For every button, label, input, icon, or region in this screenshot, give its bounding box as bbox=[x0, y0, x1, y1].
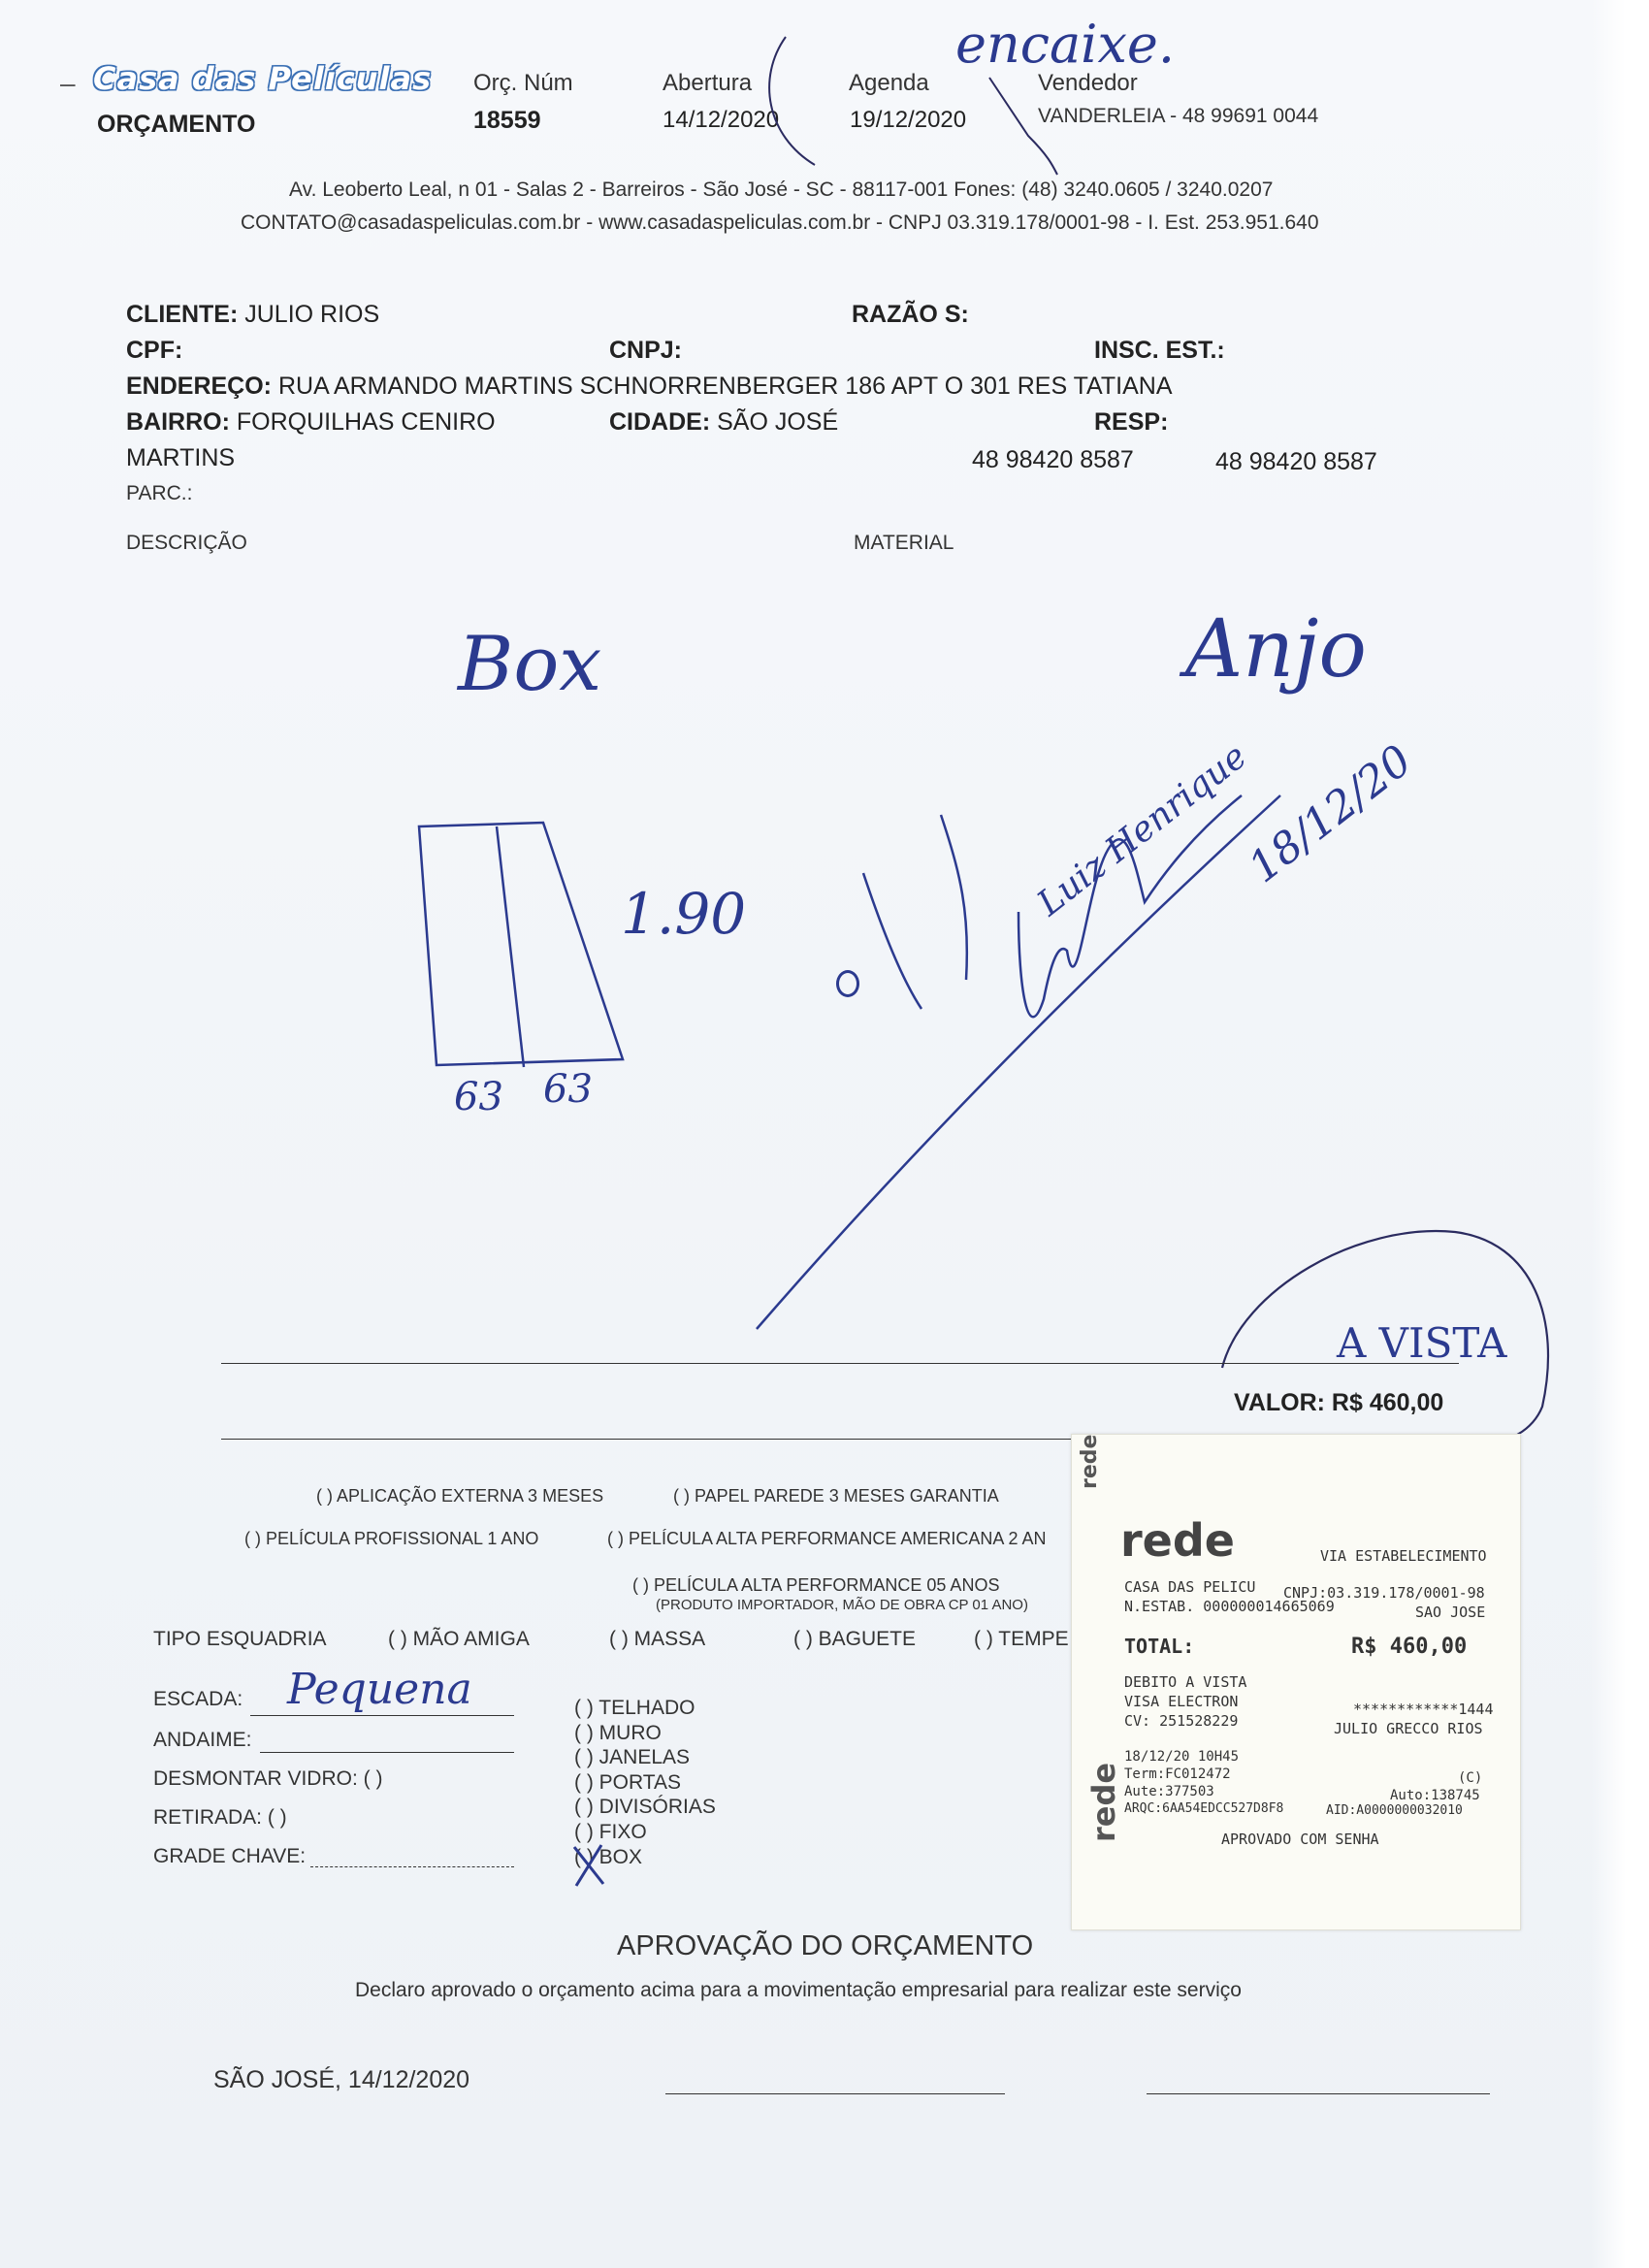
check-telhado[interactable]: ( ) TELHADO bbox=[574, 1697, 695, 1719]
approval-title: APROVAÇÃO DO ORÇAMENTO bbox=[617, 1930, 1034, 1961]
retirada[interactable]: RETIRADA: ( ) bbox=[153, 1806, 287, 1829]
check-portas[interactable]: ( ) PORTAS bbox=[574, 1770, 682, 1794]
handwritten-date: 18/12/20 bbox=[1240, 735, 1422, 893]
orc-num-label: Orç. Núm bbox=[473, 70, 573, 96]
card-receipt bbox=[1071, 1434, 1521, 1930]
material-header: MATERIAL bbox=[854, 532, 954, 554]
company-logo: Casa das Películas bbox=[93, 60, 433, 97]
signature-line-2[interactable] bbox=[1147, 2093, 1490, 2094]
endereco-value: RUA ARMANDO MARTINS SCHNORRENBERGER 186 APT O 301 RES TATIANA bbox=[277, 373, 1173, 400]
option-mao-amiga[interactable]: ( ) MÃO AMIGA bbox=[388, 1628, 530, 1650]
valor-line-top bbox=[221, 1363, 1459, 1364]
receipt-card-num: ************1444 bbox=[1353, 1701, 1494, 1718]
check-fixo[interactable]: ( ) FIXO bbox=[574, 1820, 647, 1843]
handwritten-signature: Luiz Henrique bbox=[1030, 736, 1255, 924]
receipt-total-value: R$ 460,00 bbox=[1351, 1635, 1468, 1659]
agenda-value: 19/12/2020 bbox=[850, 107, 967, 133]
receipt-c-flag: (C) bbox=[1458, 1770, 1483, 1786]
approval-place-date: SÃO JOSÉ, 14/12/2020 bbox=[213, 2066, 470, 2093]
handwritten-width-left: 63 bbox=[454, 1075, 503, 1119]
escada-handwritten: Pequena bbox=[287, 1665, 472, 1714]
endereco-row: ENDEREÇO: RUA ARMANDO MARTINS SCHNORRENBERGER 186 APT O 301 RES TATIANA bbox=[126, 373, 1173, 400]
phone-1: 48 98420 8587 bbox=[972, 446, 1134, 473]
option-alta-05-note: (PRODUTO IMPORTADOR, MÃO DE OBRA CP 01 ANO) bbox=[656, 1597, 1028, 1613]
handwritten-a-vista: A VISTA bbox=[1337, 1319, 1507, 1367]
receipt-side-brand: rede bbox=[1078, 1434, 1102, 1489]
receipt-side-brand-2: rede bbox=[1085, 1762, 1122, 1842]
phone-2: 48 98420 8587 bbox=[1215, 448, 1377, 475]
check-janelas[interactable]: ( ) JANELAS bbox=[574, 1746, 691, 1769]
option-baguete[interactable]: ( ) BAGUETE bbox=[793, 1628, 917, 1650]
andaime-label: ANDAIME: bbox=[153, 1729, 252, 1751]
receipt-arqc: ARQC:6AA54EDCC527D8F8 bbox=[1124, 1801, 1284, 1816]
escada-label: ESCADA: bbox=[153, 1688, 243, 1710]
address-line-1: Av. Leoberto Leal, n 01 - Salas 2 - Barreiros - São José - SC - 88117-001 Fones: (48) 3240.0605 / 3240.0207 bbox=[289, 178, 1274, 201]
receipt-holder: JULIO GRECCO RIOS bbox=[1334, 1720, 1483, 1737]
logo-dash: – bbox=[60, 68, 76, 98]
handwritten-anjo: Anjo bbox=[1185, 603, 1367, 696]
bairro-row: BAIRRO: FORQUILHAS CENIRO bbox=[126, 408, 496, 436]
receipt-auto: Auto:138745 bbox=[1390, 1788, 1480, 1803]
razao-label: RAZÃO S: bbox=[852, 301, 969, 328]
handwritten-encaixe: encaixe. bbox=[955, 14, 1176, 75]
receipt-aid: AID:A0000000032010 bbox=[1326, 1803, 1463, 1818]
cidade-value: SÃO JOSÉ bbox=[717, 408, 839, 436]
receipt-cv: CV: 251528229 bbox=[1124, 1712, 1239, 1730]
receipt-merchant: CASA DAS PELICU bbox=[1124, 1578, 1256, 1596]
receipt-term: Term:FC012472 bbox=[1124, 1766, 1231, 1782]
approval-text: Declaro aprovado o orçamento acima para a movimentação empresarial para realizar este serviço bbox=[355, 1979, 1242, 2001]
valor-total: VALOR: R$ 460,00 bbox=[1234, 1389, 1444, 1416]
receipt-aute: Aute:377503 bbox=[1124, 1784, 1214, 1799]
handwritten-height: 1.90 bbox=[621, 881, 747, 947]
receipt-total-label: TOTAL: bbox=[1124, 1635, 1195, 1658]
descricao-header: DESCRIÇÃO bbox=[126, 532, 247, 554]
escada-line bbox=[250, 1715, 514, 1716]
receipt-card: VISA ELECTRON bbox=[1124, 1693, 1239, 1710]
option-tempe[interactable]: ( ) TEMPE bbox=[974, 1628, 1069, 1650]
vendedor-label: Vendedor bbox=[1038, 70, 1138, 96]
check-divisorias[interactable]: ( ) DIVISÓRIAS bbox=[574, 1796, 716, 1819]
cidade-row: CIDADE: SÃO JOSÉ bbox=[609, 408, 839, 436]
grade-chave-label: GRADE CHAVE: bbox=[153, 1845, 307, 1867]
bairro-value: FORQUILHAS CENIRO bbox=[236, 408, 496, 436]
address-line-2: CONTATO@casadaspeliculas.com.br - www.casadaspeliculas.com.br - CNPJ 03.319.178/0001-98 - I. Est. 253.951.640 bbox=[241, 211, 1319, 234]
andaime-line[interactable] bbox=[260, 1752, 514, 1753]
check-box[interactable]: ( ) BOX bbox=[574, 1845, 643, 1868]
agenda-label: Agenda bbox=[849, 70, 929, 96]
resp-label: RESP: bbox=[1094, 408, 1169, 436]
receipt-via: VIA ESTABELECIMENTO bbox=[1320, 1547, 1487, 1565]
cnpj-label: CNPJ: bbox=[609, 337, 683, 364]
bairro-continued: MARTINS bbox=[126, 444, 236, 471]
receipt-city: SAO JOSE bbox=[1415, 1604, 1486, 1621]
receipt-rede-logo: rede bbox=[1120, 1514, 1236, 1567]
orc-num-value: 18559 bbox=[473, 107, 541, 134]
insc-label: INSC. EST.: bbox=[1094, 337, 1225, 364]
receipt-approved: APROVADO COM SENHA bbox=[1221, 1831, 1379, 1848]
receipt-cnpj: CNPJ:03.319.178/0001-98 bbox=[1283, 1584, 1485, 1602]
parc-label: PARC.: bbox=[126, 482, 193, 504]
option-massa[interactable]: ( ) MASSA bbox=[609, 1628, 706, 1650]
box-sketch bbox=[407, 805, 640, 1077]
vendedor-value: VANDERLEIA - 48 99691 0044 bbox=[1038, 105, 1319, 127]
tipo-esquadria-label: TIPO ESQUADRIA bbox=[153, 1628, 327, 1650]
receipt-type: DEBITO A VISTA bbox=[1124, 1673, 1247, 1691]
abertura-value: 14/12/2020 bbox=[663, 107, 780, 133]
option-papel[interactable]: ( ) PAPEL PAREDE 3 MESES GARANTIA bbox=[673, 1486, 999, 1506]
abertura-label: Abertura bbox=[663, 70, 753, 96]
handwritten-box: Box bbox=[458, 621, 602, 708]
cliente-row: CLIENTE: JULIO RIOS bbox=[126, 301, 380, 328]
header-scribble bbox=[757, 19, 1067, 184]
signature-line-1[interactable] bbox=[665, 2093, 1005, 2094]
receipt-datetime: 18/12/20 10H45 bbox=[1124, 1749, 1240, 1765]
box-check-mark bbox=[570, 1841, 609, 1890]
grade-chave-line[interactable] bbox=[310, 1866, 514, 1867]
receipt-estab: N.ESTAB. 000000014665069 bbox=[1124, 1598, 1335, 1615]
handwritten-width-right: 63 bbox=[543, 1067, 593, 1112]
cpf-label: CPF: bbox=[126, 337, 183, 364]
desmontar-vidro[interactable]: DESMONTAR VIDRO: ( ) bbox=[153, 1767, 383, 1790]
check-muro[interactable]: ( ) MURO bbox=[574, 1721, 662, 1744]
option-alta-americana[interactable]: ( ) PELÍCULA ALTA PERFORMANCE AMERICANA 2 AN bbox=[607, 1529, 1047, 1548]
option-profissional[interactable]: ( ) PELÍCULA PROFISSIONAL 1 ANO bbox=[244, 1529, 539, 1548]
doc-title: ORÇAMENTO bbox=[97, 111, 256, 138]
option-alta-05[interactable]: ( ) PELÍCULA ALTA PERFORMANCE 05 ANOS bbox=[632, 1575, 1000, 1595]
cliente-value: JULIO RIOS bbox=[244, 301, 380, 328]
option-aplicacao[interactable]: ( ) APLICAÇÃO EXTERNA 3 MESES bbox=[316, 1486, 604, 1506]
paper-edge bbox=[1591, 0, 1649, 2268]
